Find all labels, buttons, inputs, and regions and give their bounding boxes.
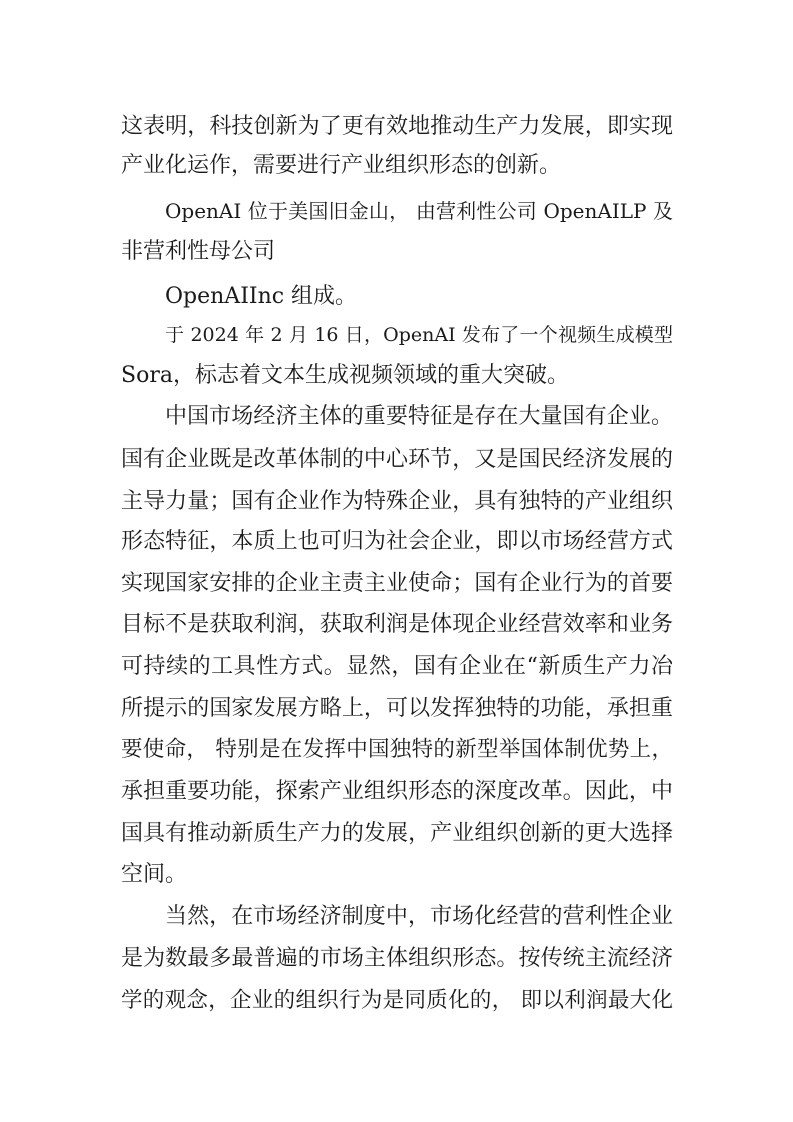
text-line: 国有企业既是改革体制的中心环节，又是国民经济发展的 xyxy=(121,447,673,472)
text-line: Sora，标志着文本生成视频领域的重大突破。 xyxy=(121,363,569,388)
text-line: 中国市场经济主体的重要特征是存在大量国有企业。 xyxy=(165,404,673,429)
text-line: 产业化运作，需要进行产业组织形态的创新。 xyxy=(121,153,562,178)
text-line: 实现国家安排的企业主责主业使命；国有企业行为的首要 xyxy=(121,571,673,596)
text-line: 要使命， 特别是在发挥中国独特的新型举国体制优势上， xyxy=(121,737,673,762)
text-line: 学的观念，企业的组织行为是同质化的， 即以利润最大化 xyxy=(121,988,673,1013)
text-line: 是为数最多最普遍的市场主体组织形态。按传统主流经济 xyxy=(121,946,673,971)
text-line: 可持续的工具性方式。显然，国有企业在“新质生产力冶 xyxy=(121,654,673,679)
text-line: 非营利性母公司 xyxy=(121,239,276,264)
text-line: 所提示的国家发展方略上，可以发挥独特的功能，承担重 xyxy=(121,696,673,721)
text-line: 空间。 xyxy=(121,862,188,887)
text-line: 形态特征，本质上也可归为社会企业，即以市场经营方式 xyxy=(121,529,673,554)
text-line: OpenAIInc 组成。 xyxy=(165,284,358,309)
text-line: 国具有推动新质生产力的发展，产业组织创新的更大选择 xyxy=(121,821,673,846)
text-line: 目标不是获取利润，获取利润是体现企业经营效率和业务 xyxy=(121,612,673,637)
text-line: 承担重要功能，探索产业组织形态的深度改革。因此，中 xyxy=(121,779,673,804)
text-line: 主导力量；国有企业作为特殊企业，具有独特的产业组织 xyxy=(121,489,673,514)
text-line: 于 2024 年 2 月 16 日，OpenAI 发布了一个视频生成模型 xyxy=(165,324,673,346)
text-line: OpenAI 位于美国旧金山， 由营利性公司 OpenAILP 及 xyxy=(165,199,673,223)
text-line: 这表明，科技创新为了更有效地推动生产力发展，即实现 xyxy=(121,114,673,139)
text-line: 当然，在市场经济制度中，市场化经营的营利性企业 xyxy=(165,904,673,929)
